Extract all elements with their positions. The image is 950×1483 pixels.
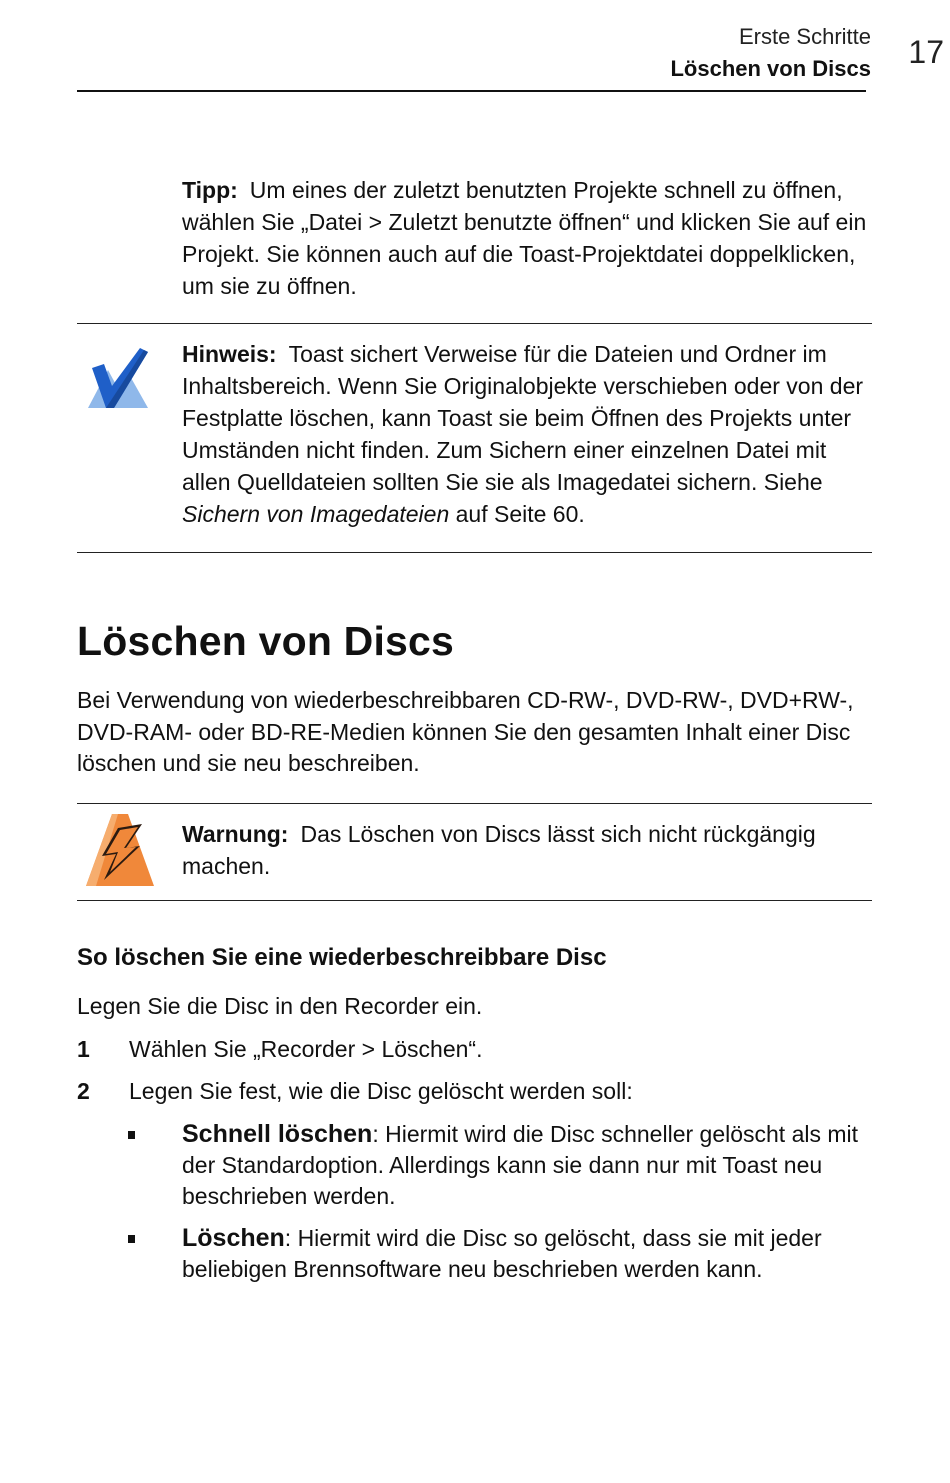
step-item	[77, 1075, 877, 1107]
note-block	[182, 338, 872, 530]
warning-label: Warnung:	[182, 821, 289, 847]
warning-text: Das Löschen von Discs lässt sich nicht rückgängig machen.	[182, 821, 816, 879]
option-label: Löschen	[182, 1224, 285, 1252]
note-link[interactable]: Sichern von Imagedateien	[182, 501, 450, 527]
option-label: Schnell löschen	[182, 1120, 373, 1148]
header-rule	[77, 90, 866, 92]
step-number: 2	[77, 1078, 90, 1104]
page-number: 17	[908, 34, 944, 70]
step-text: Wählen Sie „Recorder > Löschen“.	[129, 1036, 483, 1062]
tip-block	[182, 174, 872, 302]
section-title: Löschen von Discs	[77, 618, 455, 664]
warning-lightning-icon	[82, 810, 158, 890]
checkmark-icon	[86, 346, 150, 414]
note-label: Hinweis:	[182, 341, 277, 367]
running-header-chapter: Erste Schritte	[738, 24, 871, 49]
step-item	[77, 1033, 877, 1065]
warning-bottom-rule	[77, 900, 872, 901]
step-number: 1	[77, 1036, 90, 1062]
note-suffix: auf Seite 60.	[455, 501, 585, 527]
note-text: Toast sichert Verweise für die Dateien und Ordner im Inhaltsbereich. Wenn Sie Originalobjekte verschieben oder von der Festplatte löschen, kann Toast sie beim Öffnen des Projekts unter Umständen nicht finden. Zum Sichern einer einzelnen Datei mit allen Quelldateien sollten Sie sie als Imagedatei sichern. Siehe	[182, 341, 864, 495]
warning-block	[182, 818, 872, 882]
tip-text: Um eines der zuletzt benutzten Projekte schnell zu öffnen, wählen Sie „Datei > Zuletzt benutzte öffnen“ und klicken Sie auf ein Projekt. Sie können auch auf die Toast-Projektdatei doppelklicken, um sie zu öffnen.	[182, 177, 867, 299]
tip-label: Tipp:	[182, 177, 238, 203]
section-intro: Bei Verwendung von wiederbeschreibbaren CD-RW-, DVD-RW-, DVD+RW-, DVD-RAM- oder BD-RE-Medien können Sie den gesamten Inhalt einer Disc löschen und sie neu beschreiben.	[77, 687, 854, 776]
running-header-section: Löschen von Discs	[670, 56, 871, 81]
procedure-intro: Legen Sie die Disc in den Recorder ein.	[77, 993, 483, 1019]
bullet-icon	[128, 1131, 135, 1139]
note-bottom-rule	[77, 552, 872, 553]
warning-top-rule	[77, 803, 872, 804]
option-text: : Hiermit wird die Disc schneller gelöscht als mit der Standardoption. Allerdings kann sie dann nur mit Toast neu beschrieben werden.	[182, 1121, 859, 1209]
step-text: Legen Sie fest, wie die Disc gelöscht werden soll:	[129, 1078, 633, 1104]
note-top-rule	[77, 323, 872, 324]
bullet-icon	[128, 1235, 135, 1243]
procedure-title: So löschen Sie eine wiederbeschreibbare Disc	[77, 944, 607, 971]
option-text: : Hiermit wird die Disc so gelöscht, dass sie mit jeder beliebigen Brennsoftware neu beschrieben werden kann.	[182, 1225, 822, 1282]
